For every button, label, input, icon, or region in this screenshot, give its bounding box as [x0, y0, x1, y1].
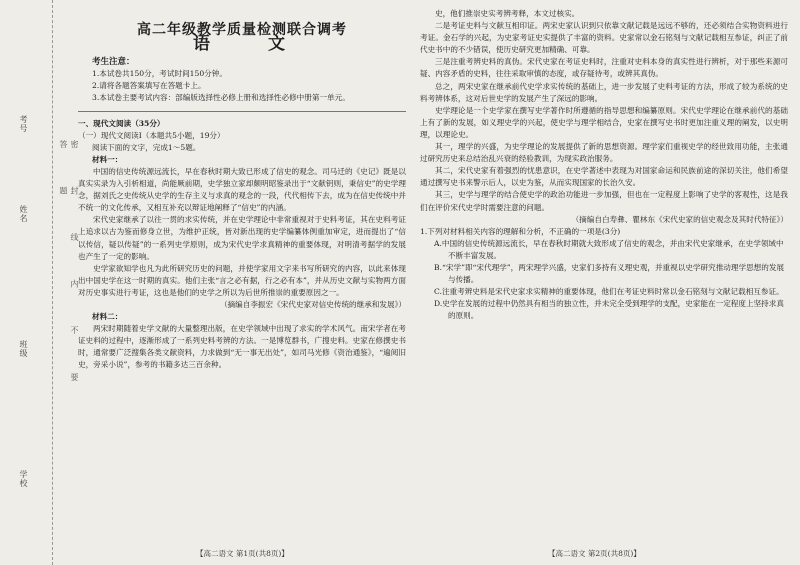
exam-no-label: 考号 — [19, 115, 28, 133]
seal-line-text: 密 封 线 内 不 要 答 题 — [59, 140, 79, 399]
paragraph: 二是考证史料与文献互相印证。两宋史家认识到只依靠文献记载是远远不够的，还必须结合实物资料进行考证。金石学的兴起，为史家考证史实提供了丰富的资料。史家常以金石铭刻与文献记载相互参证，纠正了前代史书中的不少错误，使历史研究更加精确、可靠。 — [420, 21, 788, 55]
section-heading: 一、现代文阅读（35分） — [78, 118, 165, 128]
binding-margin — [0, 0, 53, 565]
paragraph: 宋代史家继承了以往一贯的求实传统，并在史学理论中非常重视对于史料考证，其在史料考证上追求以古为鉴而修身立世，为维护正统，皆对新出现的史学编纂体例重加审定，进而提出了“信以传信，疑以传疑”的一系列史学原则，成为宋代史学求真精神的重要体现，对明清考据学的发展也产生了一定的影响。 — [78, 215, 406, 261]
paragraph: 中国的信史传统源远流长，早在春秋时期大致已形成了信史的观念。司马迁的《史记》既是以真实实录为入引析相道，尚能厥前期，史学独立家却颇明昭鉴录出于“文献钥则，秉信史”的史学理念，据刘氏之史传统从史学的生存主义与求真的观念的一段，代代相传下去，成为在信史传统中并不统一的文化传承，又相互补充以辩证地阐释了“信史”的内涵。 — [78, 166, 406, 213]
paragraph: 总之，两宋史家在继承前代史学求实传统的基础上，进一步发展了史料考证的方法，形成了较为系统的史料考辨体系，这对后世史学的发展产生了深远的影响。 — [420, 81, 788, 103]
note-item: 3.本试卷主要考试内容：部编版选择性必修上册和选择性必修中册第一单元。 — [92, 93, 350, 103]
note-item: 2.请将各题答案填写在答题卡上。 — [92, 81, 206, 91]
page-1-footer: 【高二语文 第1页(共8页)】 — [196, 549, 289, 558]
school-label: 学校 — [19, 470, 28, 488]
name-label: 姓名 — [19, 205, 28, 223]
option-a: A.中国的信史传统源远流长，早在春秋时期就大致形成了信史的观念，并由宋代史家继承，在史学领域中不断丰富发展。 — [434, 238, 784, 260]
notes-title: 考生注意： — [92, 57, 135, 68]
question-1: 1.下列对材料相关内容的理解和分析，不正确的一项是(3分) — [420, 226, 621, 236]
page-2-footer: 【高二语文 第2页(共8页)】 — [548, 549, 641, 558]
option-b: B.“宋学”即“宋代理学”，两宋理学兴盛，史家们多持有义理史观，并重视以史学研究推动理学思想的发展与传播。 — [434, 262, 785, 285]
exam-title: 高二年级教学质量检测联合调考 — [137, 22, 347, 38]
instruction: 阅读下面的文字，完成1～5题。 — [92, 142, 201, 152]
paragraph: 史学家欲知学也凡为此所研究历史的问题，并使学家用文字来书写所研究的内容，以此来体现出中国史学在这一时期的真实。他们主张“言之必有据，行之必有本”，并从历史文献与实物两方面对历史事实进行考证，这也是他们的史学之所以为后世所推崇的重要原因之一。 — [78, 263, 406, 297]
material-1-title: 材料一： — [92, 154, 123, 164]
paragraph: 史，他们推崇史实考辨考释，本文过核实。 — [435, 9, 580, 18]
note-item: 1.本试卷共150分，考试时间150分钟。 — [92, 69, 227, 79]
material-2-title: 材料二： — [92, 312, 123, 322]
divider — [78, 111, 406, 112]
source-citation: （摘编自白寿彝、瞿林东《宋代史家的信史观念及其时代特征》） — [571, 214, 788, 224]
paragraph: 三是注重考辨史料的真伪。宋代史家在考证史料时，注重对史料本身的真实性进行辨析，对于那些来源可疑、内容矛盾的史料，往往采取审慎的态度，或存疑待考，或辨其真伪。 — [420, 57, 788, 79]
subject-title: 语 文 — [193, 34, 311, 55]
page-1 — [78, 8, 406, 559]
subsection-heading: （一）现代文阅读Ⅰ（本题共5小题，19分） — [78, 130, 225, 140]
option-c: C.注重考辨史料是宋代史家求实精神的重要体现，他们在考证史料时常以金石铭刻与文献记载相互参证。 — [434, 287, 784, 297]
paragraph: 其二，宋代史家有着强烈的忧患意识，在史学著述中表现为对国家命运和民族前途的深切关注，他们希望通过撰写史书来警示后人，以史为鉴，从而实现国家的长治久安。 — [420, 166, 788, 188]
paragraph: 其三，史学与理学的结合使史学的政治功能进一步加强，但也在一定程度上影响了史学的客观性，这是我们在评价宋代史学时需要注意的问题。 — [420, 190, 788, 212]
paragraph: 史学理论是一个史学家在撰写史学著作时所遵循的指导思想和编纂原则。宋代史学理论在继承前代的基础上有了新的发展，如义理史学的兴起，使史学与理学相结合，史家在撰写史书时更加注重义理的阐发，以史明理，以理论史。 — [420, 105, 788, 139]
option-d: D.史学在发展的过程中仍然具有相当的独立性，并未完全受到理学的支配，史家能在一定程度上坚持求真的原则。 — [434, 299, 784, 321]
class-label: 班级 — [19, 340, 28, 358]
paragraph: 两宋时期随着史学文献的大量整理出版，在史学领域中出现了求实的学术风气。南宋学者在考证史料的过程中，逐渐形成了一系列史料考辨的方法。一是博览群书，广搜史料。史家在修撰史书时，通常要广泛搜集各类文献资料，力求做到“无一事无出处”，如司马光修《资治通鉴》，“遍阅旧史，旁采小说”，参考的书籍多达三百余种。 — [78, 324, 406, 370]
page-2 — [420, 8, 788, 559]
paragraph: 其一，理学的兴盛，为史学理论的发展提供了新的思想资源。理学家们重视史学的经世致用功能，主张通过研究历史来总结治乱兴衰的经验教训，为现实政治服务。 — [420, 142, 788, 164]
source-citation: （摘编自李振宏《宋代史家对信史传统的继承和发展》） — [219, 299, 406, 309]
